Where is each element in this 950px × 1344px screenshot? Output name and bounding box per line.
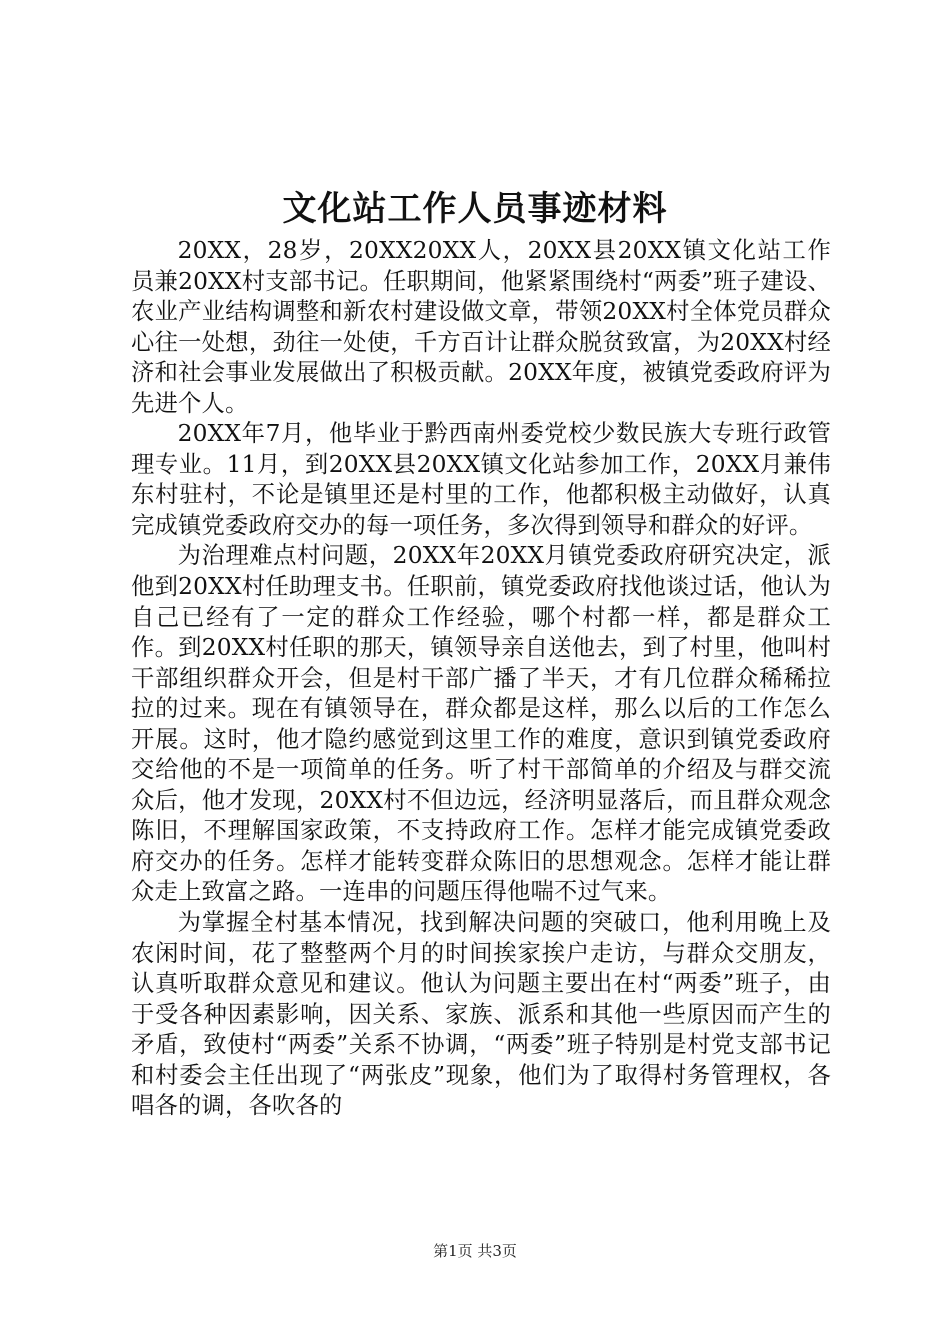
document-title: 文化站工作人员事迹材料: [282, 189, 668, 229]
paragraph-3: 为治理难点村问题，20XX年20XX月镇党委政府研究决定，派他到20XX村任助理支书。任职前，镇党委政府找他谈过话，他认为自己已经有了一定的群众工作经验，哪个村都一样，都是群众工作。到20XX村任职的那天，镇领导亲自送他去，到了村里，他叫村干部组织群众开会，但是村干部广播了半天，才有几位群众稀稀拉拉的过来。现在有镇领导在，群众都是这样，那么以后的工作怎么开展。这时，他才隐约感觉到这里工作的难度，意识到镇党委政府交给他的不是一项简单的任务。听了村干部简单的介绍及与群交流众后，他才发现，20XX村不但边远，经济明显落后，而且群众观念陈旧，不理解国家政策，不支持政府工作。怎样才能完成镇党委政府交办的任务。怎样才能转变群众陈旧的思想观念。怎样才能让群众走上致富之路。一连串的问题压得他喘不过气来。: [131, 542, 831, 906]
document-body: [131, 236, 831, 1122]
paragraph-1: 20XX，28岁，20XX20XX人，20XX县20XX镇文化站工作员兼20XX村支部书记。任职期间，他紧紧围绕村“两委”班子建设、农业产业结构调整和新农村建设做文章，带领20XX村全体党员群众心往一处想，劲往一处使，千方百计让群众脱贫致富，为20XX村经济和社会事业发展做出了积极贡献。20XX年度，被镇党委政府评为先进个人。: [131, 237, 831, 417]
page-footer: 第1页 共3页: [433, 1242, 517, 1260]
paragraph-2: 20XX年7月，他毕业于黔西南州委党校少数民族大专班行政管理专业。11月，到20XX县20XX镇文化站参加工作，20XX月兼伟东村驻村，不论是镇里还是村里的工作，他都积极主动做好，认真完成镇党委政府交办的每一项任务，多次得到领导和群众的好评。: [131, 420, 831, 539]
paragraph-4: 为掌握全村基本情况，找到解决问题的突破口，他利用晚上及农闲时间，花了整整两个月的时间挨家挨户走访，与群众交朋友，认真听取群众意见和建议。他认为问题主要出在村“两委”班子，由于受各种因素影响，因关系、家族、派系和其他一些原因而产生的矛盾，致使村“两委”关系不协调，“两委”班子特别是村党支部书记和村委会主任出现了“两张皮”现象，他们为了取得村务管理权，各唱各的调，各吹各的: [131, 909, 831, 1120]
